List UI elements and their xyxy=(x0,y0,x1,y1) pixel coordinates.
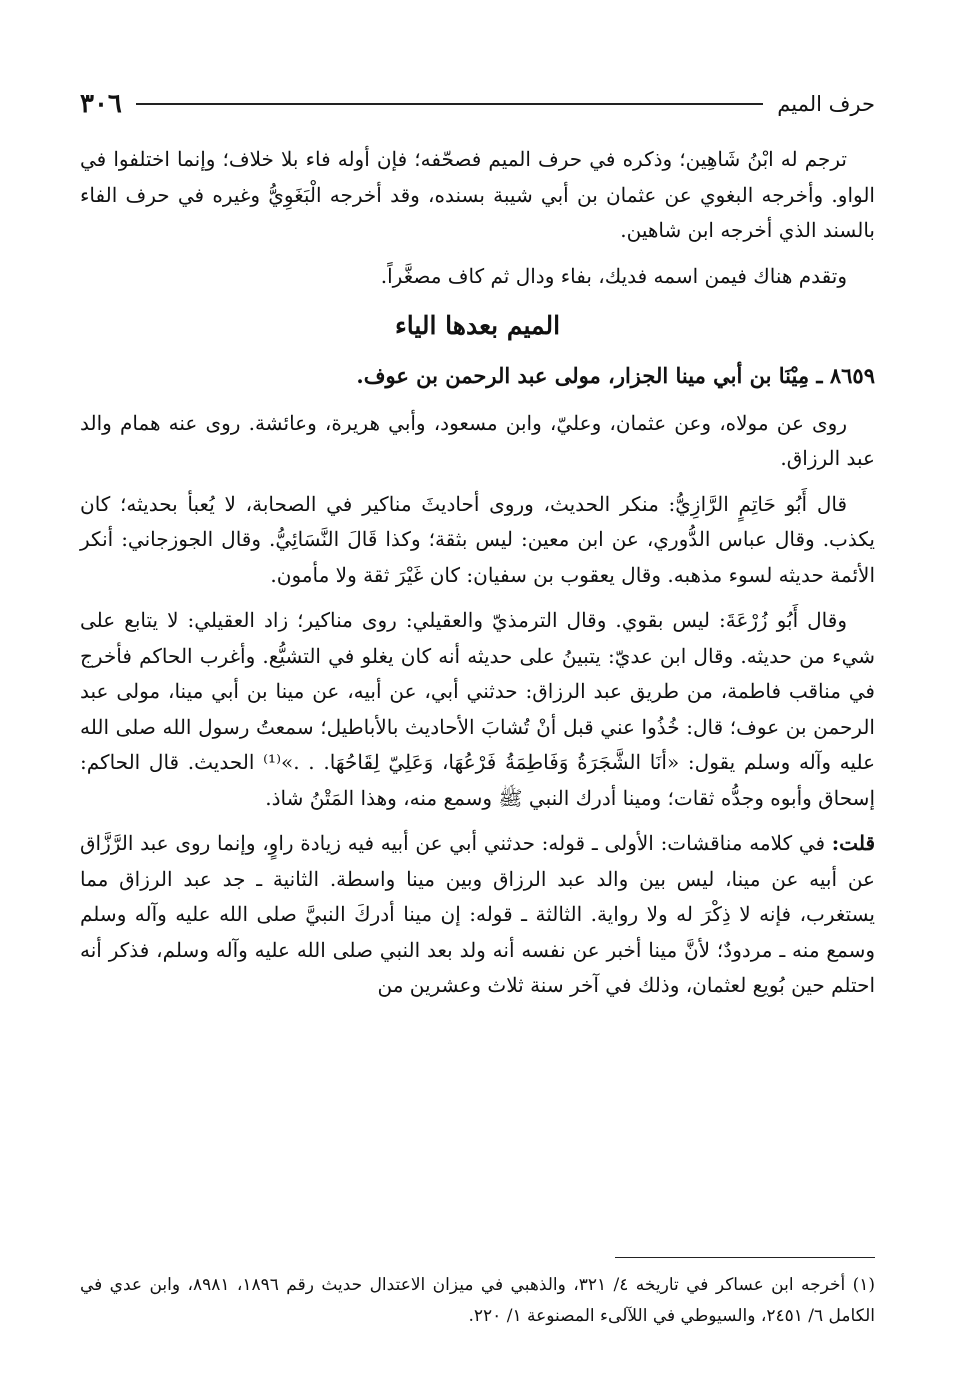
running-title: حرف الميم xyxy=(777,92,875,116)
paragraph-2: وتقدم هناك فيمن اسمه فديك، بفاء ودال ثم كاف مصغَّراً. xyxy=(380,263,847,288)
paragraph-1: ترجم له ابْنُ شَاهِين؛ وذكره في حرف الميم فصحّفه؛ فإن أوله فاء بلا خلاف؛ وإنما اختلفوا في الواو. وأخرجه البغوي عن عثمان بن أبي شيبة بسنده، وقد أخرجه الْبَغَوِيُّ وغيره في حرف الفاء بالسند الذي أخرجه ابن شاهين. xyxy=(80,147,875,242)
footnote-rule xyxy=(615,1257,875,1258)
main-text xyxy=(80,142,875,1014)
entry-heading xyxy=(80,358,875,394)
entry-name: مِيْنَا بن أبي مينا الجزار، مولى عبد الرحمن بن عوف. xyxy=(356,363,810,388)
page-number: ٣٠٦ xyxy=(80,89,122,119)
paragraph-5: وقال أَبُو زُرْعَةَ: ليس بقوي. وقال الترمذيّ والعقيلي: روى مناكير؛ زاد العقيلي: لا يتابع على شيء من حديثه. وقال ابن عديّ: يتبينُ على حديثه أنه كان يغلو في التشيُّع. وأغرب الحاكم فأخرج في مناقب فاطمة، من طريق عبد الرزاق: حدثني أبي، عن أبيه، عن مينا بن أبي مينا، مولى عبد الرحمن بن عوف؛ قال: خُذُوا عني قبل أنْ تُشابَ الأحاديث بالأباطيل؛ سمعتُ رسول الله صلى الله عليه وآله وسلم يقول: «أنَا الشَّجَرَةُ وَفَاطِمَةُ فَرْعُهَا، وَعَلِيّ لِقَاحُهَا. . .»⁽¹⁾ الحديث. قال الحاكم: إسحاق وأبوه وجدُّه ثقات؛ ومينا أدرك النبي ﷺ وسمع منه، وهذا المَتْنُ شاذ. xyxy=(80,608,875,810)
entry-number: ٨٦٥٩ ـ xyxy=(816,363,875,388)
header-rule xyxy=(136,103,763,105)
footnote-1: (١) أخرجه ابن عساكر في تاريخه ٤/ ٣٢١، والذهبي في ميزان الاعتدال حديث رقم ١٨٩٦، ٨٩٨١، وابن عدي في الكامل ٦/ ٢٤٥١، والسيوطي في اللآلىء المصنوعة ١/ ٢٢٠. xyxy=(80,1275,875,1326)
page-header xyxy=(80,84,875,124)
footnote xyxy=(80,1270,875,1332)
section-title: الميم بعدها الياء xyxy=(394,311,561,340)
paragraph-6 xyxy=(80,826,875,1004)
paragraph-3: روى عن مولاه، وعن عثمان، وعليّ، وابن مسعود، وأبي هريرة، وعائشة. روى عنه همام والد عبد الرزاق. xyxy=(80,410,875,470)
paragraph-6-lead: قلت: xyxy=(831,831,875,855)
paragraph-6-text: في كلامه مناقشات: الأولى ـ قوله: حدثني أبي عن أبيه فيه زيادة راوٍ، وإنما روى عبد الرَّزَّاق عن أبيه عن مينا، ليس بين والد عبد الرزاق وبين مينا واسطة. الثانية ـ جد عبد الرزاق مما يستغرب، فإنه لا ذِكْرَ له ولا رواية. الثالثة ـ قوله: إن مينا أدركَ النبيَّ صلى الله عليه وآله وسلم وسمع منه ـ مردودٌ؛ لأنَّ مينا أخبر عن نفسه أنه ولد بعد النبي صلى الله عليه وآله وسلم، فذكر أنه احتلم حين بُويع لعثمان، وذلك في آخر سنة ثلاث وعشرين من xyxy=(80,831,875,997)
paragraph-4: قال أَبُو حَاتِمٍ الرَّازِيُّ: منكر الحديث، وروى أحاديثَ مناكير في الصحابة، لا يُعبأ بحديثه؛ كان يكذب. وقال عباس الدُّوري، عن ابن معين: ليس بثقة؛ وكذا قَالَ النَّسَائِيُّ. وقال الجوزجاني: أنكر الأئمة حديثه لسوء مذهبه. وقال يعقوب بن سفيان: كان غَيْرَ ثقة ولا مأمون. xyxy=(80,491,875,587)
